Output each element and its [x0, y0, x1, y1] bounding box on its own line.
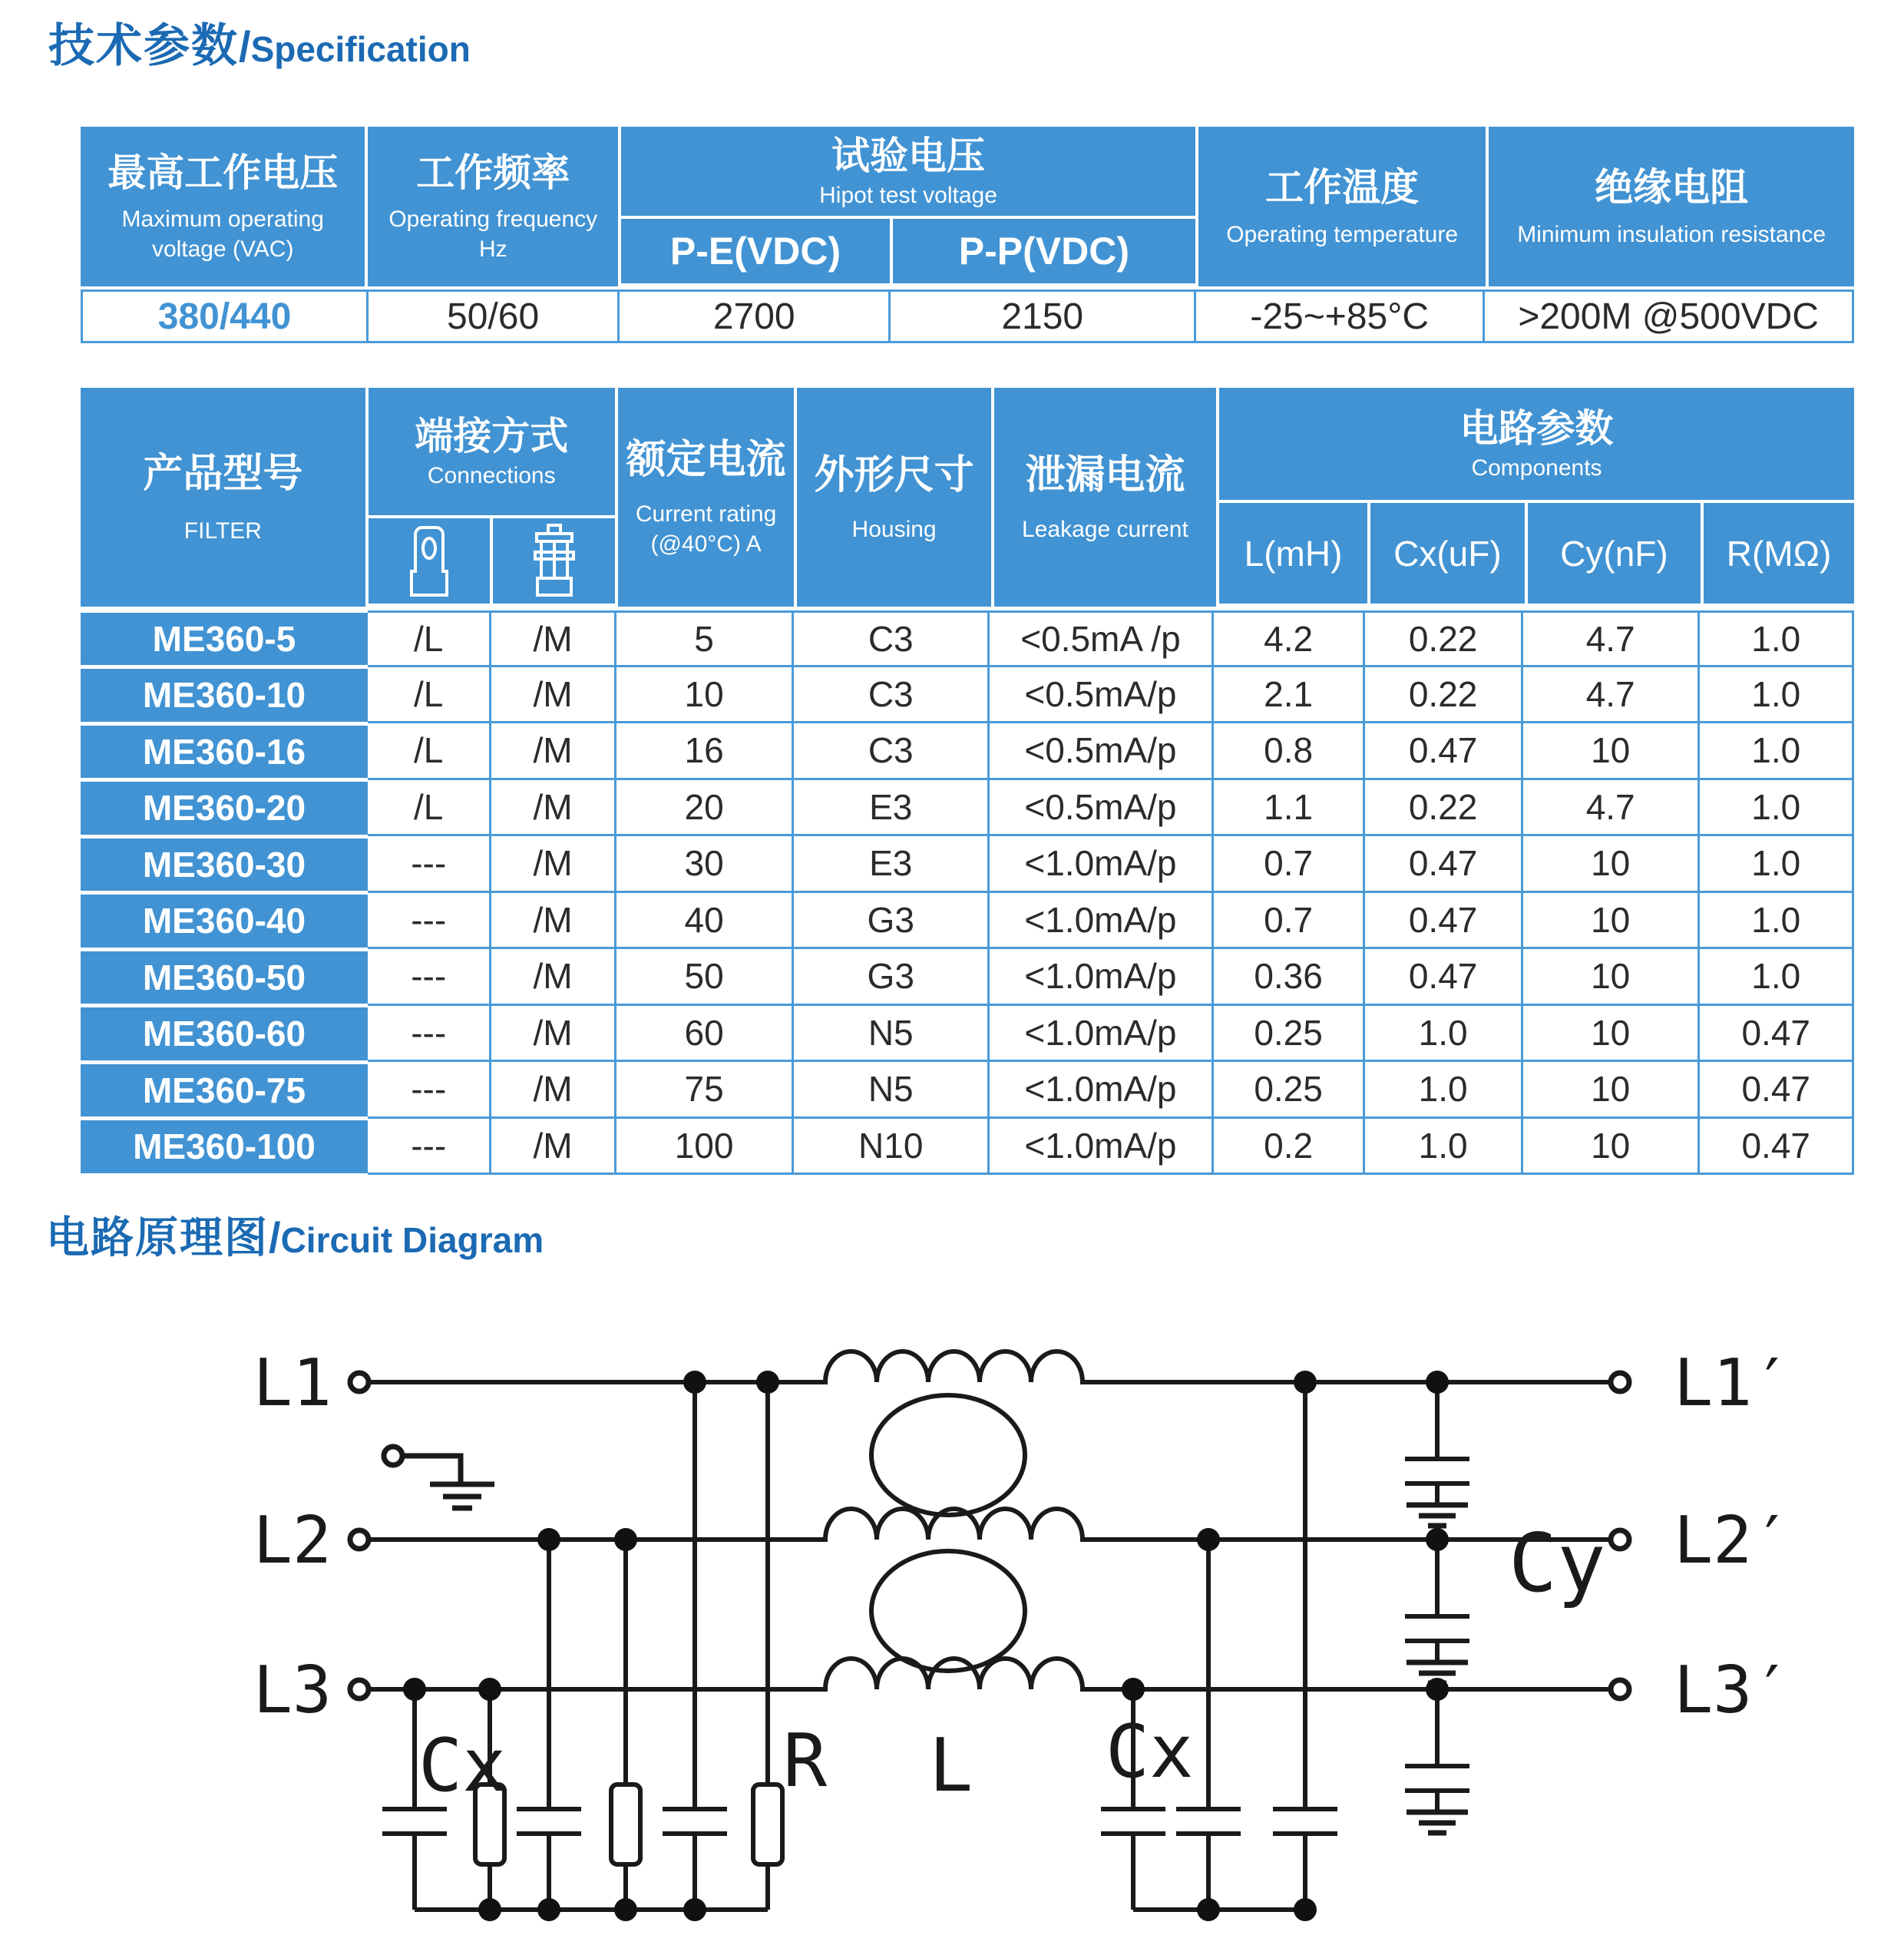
- housing-cell: G3: [794, 893, 990, 950]
- terminal-block-icon: [527, 523, 582, 600]
- power-line-l1: [369, 1351, 1610, 1382]
- cx-capacitors-right: [1101, 1382, 1337, 1910]
- header-hipot: [621, 127, 1195, 286]
- leakage-cell: <0.5mA /p: [990, 610, 1214, 667]
- label-cx-right: Cx: [1106, 1710, 1194, 1794]
- cy-capacitors: [1405, 1382, 1469, 1833]
- circuit-title: 电路原理图/Circuit Diagram: [46, 1213, 544, 1262]
- model-cell: ME360-60: [81, 1007, 368, 1060]
- header-insulation: 绝缘电阻 Minimum insulation resistance: [1489, 127, 1854, 286]
- current-cell: 60: [616, 1006, 795, 1063]
- model-cell: ME360-75: [81, 1064, 368, 1117]
- current-cell: 100: [616, 1119, 795, 1176]
- conn-m-cell: /M: [491, 1006, 616, 1063]
- conn-l-cell: ---: [368, 893, 491, 950]
- model-table-header: [81, 388, 1854, 607]
- table-row: [81, 1062, 1854, 1119]
- ring-terminal-icon: [405, 523, 453, 600]
- current-cell: 40: [616, 893, 795, 950]
- leakage-cell: <0.5mA/p: [990, 723, 1214, 780]
- leakage-cell: <0.5mA/p: [990, 667, 1214, 724]
- cy-cell: 10: [1523, 1119, 1701, 1176]
- table-row: [81, 836, 1854, 893]
- terminal-l1: [350, 1373, 369, 1391]
- r-cell: 1.0: [1700, 667, 1854, 724]
- terminal-l1-out: [1611, 1373, 1629, 1391]
- leakage-cell: <1.0mA/p: [990, 1006, 1214, 1063]
- header-max-voltage: 最高工作电压 Maximum operating voltage (VAC): [81, 127, 365, 286]
- conn-m-cell: /M: [491, 667, 616, 724]
- header-hipot-pe: P-E(VDC): [621, 219, 890, 283]
- l-cell: 0.8: [1214, 723, 1366, 780]
- conn-l-cell: ---: [368, 1006, 491, 1063]
- conn-m-cell: /M: [491, 1062, 616, 1119]
- cy-cell: 10: [1523, 949, 1701, 1006]
- header-leakage: 泄漏电流 Leakage current: [994, 388, 1216, 607]
- current-cell: 20: [616, 780, 795, 837]
- choke-core-2: [871, 1551, 1025, 1671]
- l-cell: 4.2: [1214, 610, 1366, 667]
- value-hipot-pp: 2150: [891, 292, 1196, 341]
- conn-l-cell: ---: [368, 1062, 491, 1119]
- header-frequency: 工作频率 Operating frequency Hz: [368, 127, 618, 286]
- terminal-earth: [384, 1447, 402, 1465]
- label-l: L: [929, 1724, 973, 1808]
- table-row: [81, 610, 1854, 667]
- spec-table-values: [81, 289, 1854, 343]
- label-cy: Cy: [1509, 1517, 1606, 1610]
- conn-l-cell: /L: [368, 610, 491, 667]
- cy-cell: 4.7: [1523, 610, 1701, 667]
- header-cy-nf: Cy(nF): [1528, 503, 1701, 604]
- model-table-body: [81, 610, 1854, 1175]
- label-cx-left: Cx: [418, 1724, 507, 1808]
- model-table: [81, 388, 1854, 1175]
- spec-table-header: [81, 127, 1854, 286]
- r-cell: 1.0: [1700, 610, 1854, 667]
- cx-cell: 1.0: [1365, 1119, 1523, 1176]
- model-cell: ME360-50: [81, 951, 368, 1004]
- conn-l-cell: /L: [368, 780, 491, 837]
- current-cell: 10: [616, 667, 795, 724]
- current-cell: 5: [616, 610, 795, 667]
- table-row: [81, 949, 1854, 1006]
- model-cell: ME360-100: [81, 1120, 368, 1173]
- conn-l-cell: ---: [368, 836, 491, 893]
- l-cell: 0.25: [1214, 1006, 1366, 1063]
- leakage-cell: <1.0mA/p: [990, 836, 1214, 893]
- housing-cell: C3: [794, 667, 990, 724]
- table-row: [81, 1119, 1854, 1176]
- l-cell: 0.36: [1214, 949, 1366, 1006]
- page-title-en: Specification: [250, 29, 471, 69]
- housing-cell: N5: [794, 1006, 990, 1063]
- r-cell: 1.0: [1700, 893, 1854, 950]
- earth-terminal: [384, 1447, 494, 1508]
- housing-cell: N10: [794, 1119, 990, 1176]
- header-components-title: 电路参数 Components: [1219, 388, 1854, 500]
- label-l1: L1: [253, 1345, 332, 1421]
- cy-capacitor: [1405, 1382, 1469, 1505]
- label-l1-out: L1′: [1674, 1345, 1792, 1421]
- leakage-cell: <1.0mA/p: [990, 949, 1214, 1006]
- cx-cell: 0.47: [1365, 723, 1523, 780]
- resistor: [753, 1784, 782, 1864]
- l-cell: 0.7: [1214, 836, 1366, 893]
- header-connections-title: 端接方式 Connections: [369, 388, 615, 515]
- cx-cell: 1.0: [1365, 1006, 1523, 1063]
- label-l3-out: L3′: [1674, 1652, 1792, 1728]
- current-cell: 16: [616, 723, 795, 780]
- housing-cell: C3: [794, 610, 990, 667]
- table-row: [81, 893, 1854, 950]
- header-connections: [369, 388, 615, 607]
- cy-cell: 10: [1523, 1062, 1701, 1119]
- cy-capacitor: [1405, 1540, 1469, 1662]
- current-cell: 50: [616, 949, 795, 1006]
- page-title-zh: 技术参数: [48, 20, 239, 71]
- cy-cell: 10: [1523, 836, 1701, 893]
- terminal-l3-out: [1611, 1680, 1629, 1698]
- spec-table: [81, 127, 1854, 343]
- housing-cell: E3: [794, 836, 990, 893]
- leakage-cell: <1.0mA/p: [990, 893, 1214, 950]
- header-l-mh: L(mH): [1219, 503, 1367, 604]
- model-cell: ME360-10: [81, 669, 368, 722]
- label-l3: L3: [253, 1652, 332, 1728]
- header-components: [1219, 388, 1854, 607]
- circuit-diagram: [0, 1229, 1904, 1935]
- cx-cell: 1.0: [1365, 1062, 1523, 1119]
- cx-cell: 0.22: [1365, 667, 1523, 724]
- choke-core-1: [871, 1395, 1025, 1515]
- housing-cell: G3: [794, 949, 990, 1006]
- l-cell: 0.7: [1214, 893, 1366, 950]
- r-cell: 1.0: [1700, 836, 1854, 893]
- header-cx-uf: Cx(uF): [1370, 503, 1525, 604]
- cx-capacitor: [663, 1382, 727, 1910]
- cx-capacitor: [1273, 1382, 1337, 1910]
- conn-m-cell: /M: [491, 949, 616, 1006]
- table-row: [81, 667, 1854, 724]
- model-cell: ME360-40: [81, 895, 368, 948]
- table-row: [81, 780, 1854, 837]
- l-cell: 0.25: [1214, 1062, 1366, 1119]
- cy-cell: 10: [1523, 893, 1701, 950]
- conn-l-cell: ---: [368, 949, 491, 1006]
- header-temperature: 工作温度 Operating temperature: [1198, 127, 1486, 286]
- housing-cell: C3: [794, 723, 990, 780]
- cy-cell: 10: [1523, 1006, 1701, 1063]
- connection-type-l-cell: [369, 518, 491, 604]
- leakage-cell: <0.5mA/p: [990, 780, 1214, 837]
- ground-icon: [1407, 1505, 1468, 1526]
- housing-cell: N5: [794, 1062, 990, 1119]
- model-cell: ME360-30: [81, 838, 368, 891]
- terminal-l3: [350, 1680, 369, 1698]
- label-l2: L2: [253, 1503, 332, 1579]
- r-cell: 1.0: [1700, 949, 1854, 1006]
- ground-icon: [430, 1484, 494, 1508]
- housing-cell: E3: [794, 780, 990, 837]
- r-cell: 0.47: [1700, 1006, 1854, 1063]
- cx-cell: 0.22: [1365, 780, 1523, 837]
- conn-m-cell: /M: [491, 1119, 616, 1176]
- model-cell: ME360-16: [81, 726, 368, 779]
- cx-cell: 0.47: [1365, 836, 1523, 893]
- value-max-voltage: 380/440: [83, 292, 369, 341]
- conn-m-cell: /M: [491, 610, 616, 667]
- value-temperature: -25~+85°C: [1196, 292, 1485, 341]
- value-hipot-pe: 2700: [620, 292, 891, 341]
- conn-m-cell: /M: [491, 893, 616, 950]
- model-cell: ME360-20: [81, 782, 368, 835]
- label-r: R: [783, 1719, 828, 1804]
- resistor: [611, 1784, 640, 1864]
- model-cell: ME360-5: [81, 613, 368, 666]
- cx-capacitors-left: [382, 1382, 727, 1910]
- r-cell: 0.47: [1700, 1119, 1854, 1176]
- terminal-l2-out: [1611, 1530, 1629, 1549]
- conn-l-cell: /L: [368, 667, 491, 724]
- conn-m-cell: /M: [491, 836, 616, 893]
- discharge-resistors: [475, 1382, 782, 1910]
- table-row: [81, 723, 1854, 780]
- r-cell: 1.0: [1700, 723, 1854, 780]
- conn-m-cell: /M: [491, 723, 616, 780]
- conn-l-cell: ---: [368, 1119, 491, 1176]
- l-cell: 2.1: [1214, 667, 1366, 724]
- header-r-mohm: R(MΩ): [1704, 503, 1854, 604]
- leakage-cell: <1.0mA/p: [990, 1119, 1214, 1176]
- label-l2-out: L2′: [1674, 1503, 1792, 1579]
- conn-l-cell: /L: [368, 723, 491, 780]
- r-cell: 1.0: [1700, 780, 1854, 837]
- header-current: 额定电流 Current rating (@40°C) A: [618, 388, 795, 607]
- current-cell: 75: [616, 1062, 795, 1119]
- cy-cell: 4.7: [1523, 667, 1701, 724]
- header-hipot-pp: P-P(VDC): [893, 219, 1195, 283]
- cy-cell: 4.7: [1523, 780, 1701, 837]
- terminal-l2: [350, 1530, 369, 1549]
- l-cell: 1.1: [1214, 780, 1366, 837]
- input-terminals: [253, 1345, 369, 1728]
- current-cell: 30: [616, 836, 795, 893]
- output-terminals: [1611, 1345, 1792, 1728]
- value-frequency: 50/60: [369, 292, 620, 341]
- leakage-cell: <1.0mA/p: [990, 1062, 1214, 1119]
- cy-capacitor: [1405, 1689, 1469, 1812]
- cx-cell: 0.47: [1365, 893, 1523, 950]
- value-insulation: >200M @500VDC: [1518, 296, 1819, 337]
- junction-dots: [403, 1371, 1449, 1921]
- ground-icon: [1407, 1812, 1468, 1833]
- connection-type-m-cell: [493, 518, 615, 604]
- header-housing: 外形尺寸 Housing: [797, 388, 990, 607]
- l-cell: 0.2: [1214, 1119, 1366, 1176]
- cy-cell: 10: [1523, 723, 1701, 780]
- page-title: 技术参数/Specification: [48, 20, 471, 71]
- header-hipot-title: 试验电压 Hipot test voltage: [621, 127, 1195, 216]
- conn-m-cell: /M: [491, 780, 616, 837]
- cx-capacitor: [517, 1540, 581, 1910]
- table-row: [81, 1006, 1854, 1063]
- cx-cell: 0.47: [1365, 949, 1523, 1006]
- header-filter: 产品型号 FILTER: [81, 388, 365, 607]
- cx-cell: 0.22: [1365, 610, 1523, 667]
- r-cell: 0.47: [1700, 1062, 1854, 1119]
